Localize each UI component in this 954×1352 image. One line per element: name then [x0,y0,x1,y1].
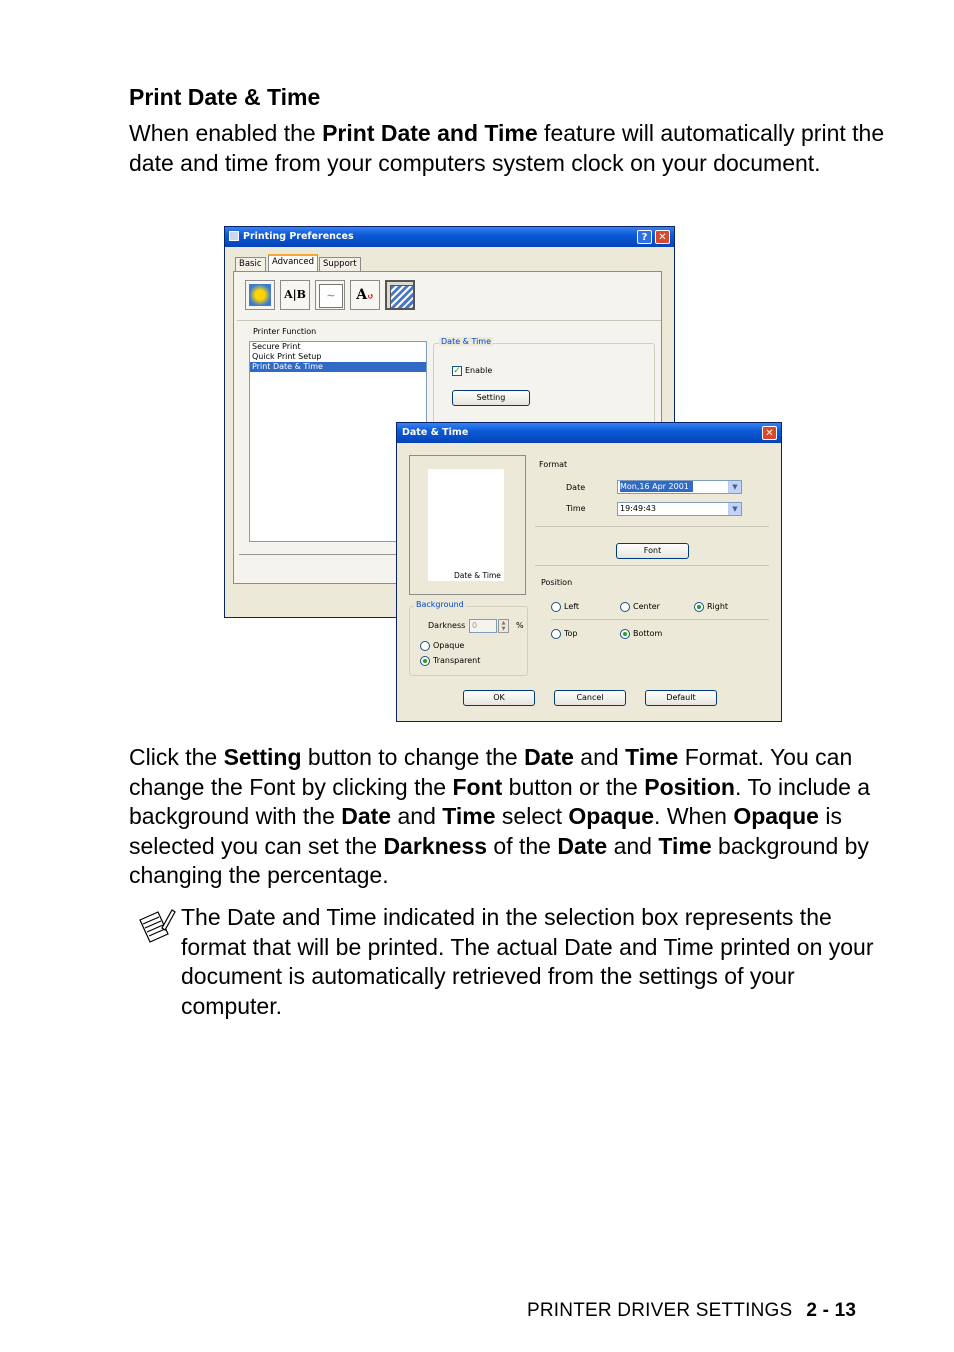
position-center-radio[interactable] [620,602,630,612]
cancel-button[interactable]: Cancel [554,690,626,706]
font-button[interactable]: Font [616,543,689,559]
enable-label: Enable [465,366,493,375]
page-number: 2 - 13 [806,1300,857,1321]
page-footer [527,1300,856,1322]
position-right-radio[interactable] [694,602,704,612]
background-group [409,600,528,676]
setting-button[interactable]: Setting [452,390,530,406]
date-format-value: Mon,16 Apr 2001 [620,481,693,492]
position-bottom-radio[interactable] [620,629,630,639]
close-button[interactable]: ✕ [655,230,670,244]
date-time-group-label: Date & Time [441,337,492,346]
position-bottom-label: Bottom [633,629,663,638]
duplex-icon: A|B [284,288,306,301]
preview-page [428,469,504,581]
time-format-select[interactable] [617,502,742,516]
page-setting-icon: A↺ [356,287,374,303]
dialog-close-button[interactable]: ✕ [762,426,777,440]
section-heading: Print Date & Time [129,84,321,110]
position-label: Position [541,578,573,587]
device-options-icon [390,285,414,309]
footer-section: PRINTER DRIVER SETTINGS [527,1300,793,1321]
time-format-value: 19:49:43 [620,504,656,513]
darkness-input[interactable]: 0 [469,619,497,633]
darkness-spinner[interactable]: ▲ ▼ [498,619,509,633]
date-time-dialog [396,422,782,722]
chevron-down-icon[interactable]: ▼ [728,503,741,515]
watermark-icon: ~ [319,284,343,308]
quality-icon-button[interactable] [245,280,275,310]
chevron-down-icon[interactable]: ▼ [728,481,741,493]
enable-checkbox[interactable]: ✓ [453,366,461,376]
list-item[interactable]: Quick Print Setup [252,352,322,361]
position-top-label: Top [564,629,578,638]
opaque-radio[interactable] [420,641,430,651]
transparent-label: Transparent [433,656,481,665]
intro-paragraph: When enabled the Print Date and Time feature will automatically print the date and time from your computers system clock on your document. [129,120,885,176]
page-setting-icon-button[interactable] [350,280,380,310]
printer-icon [229,231,239,241]
default-button[interactable]: Default [645,690,717,706]
tab-advanced[interactable]: Advanced [268,254,318,272]
tab-support[interactable]: Support [319,257,361,271]
opaque-label: Opaque [433,641,465,650]
prefs-title: Printing Preferences [243,231,354,242]
position-center-label: Center [633,602,660,611]
transparent-radio[interactable] [420,656,430,666]
help-button[interactable]: ? [637,230,652,244]
list-item[interactable]: Print Date & Time [250,362,426,372]
printer-function-label: Printer Function [253,327,317,336]
duplex-icon-button[interactable] [280,280,310,310]
note-pad-icon [136,906,176,946]
print-quality-icon [249,284,271,306]
device-options-icon-button[interactable] [385,280,415,310]
date-time-group [433,337,655,433]
watermark-icon-button[interactable] [315,280,345,310]
tab-basic[interactable]: Basic [235,257,266,271]
list-item[interactable]: Secure Print [252,342,301,351]
percent-label: % [516,621,524,630]
preview-frame [409,455,526,595]
position-top-radio[interactable] [551,629,561,639]
format-label: Format [539,460,568,469]
background-group-label: Background [416,600,464,609]
position-left-radio[interactable] [551,602,561,612]
darkness-label: Darkness [428,621,466,630]
dialog-titlebar [397,423,781,443]
preview-date-time-text: Date & Time [454,571,501,580]
date-label: Date [566,483,586,492]
position-right-label: Right [707,602,729,611]
position-left-label: Left [564,602,580,611]
ok-button[interactable]: OK [463,690,535,706]
note-text: The Date and Time indicated in the selection box represents the format that will be printed. The actual Date and Time printed on your document is automatically retrieved from the settings of your computer. [181,904,874,1019]
time-label: Time [566,504,586,513]
body-paragraph: Click the Setting button to change the Date and Time Format. You can change the Font by clicking the Font button or the Position. To include a background with the Date and Time select Opaque. When Opaque is selected you can set the Darkness of the Date and Time background by changing the percentage. [129,744,871,889]
date-format-select[interactable] [617,480,742,494]
prefs-titlebar [225,227,674,247]
dialog-title: Date & Time [402,427,469,438]
